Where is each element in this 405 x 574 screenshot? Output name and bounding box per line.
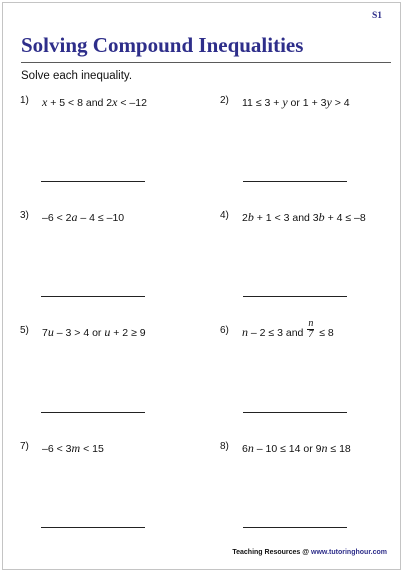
answer-line-3[interactable] [41,296,145,297]
problem-number: 1) [20,95,29,106]
problem-expression: n – 2 ≤ 3 and $\frac{n}{7}$ ≤ 8 [242,317,334,340]
problem-number: 3) [20,210,29,221]
worksheet-title: Solving Compound Inequalities [21,33,304,57]
problem-expression: 11 ≤ 3 + y or 1 + 3y > 4 [242,95,350,109]
answer-line-7[interactable] [41,527,145,528]
title-divider [21,62,391,63]
footer-credit [232,549,387,556]
answer-line-8[interactable] [243,527,347,528]
instructions: Solve each inequality. [21,70,133,82]
answer-line-5[interactable] [41,412,145,413]
problem-number: 2) [220,95,229,106]
worksheet-page [2,2,401,570]
answer-line-2[interactable] [243,181,347,182]
problem-number: 5) [20,325,29,336]
problem-expression: –6 < 2a – 4 ≤ –10 [42,210,125,224]
problem-expression: x + 5 < 8 and 2x < –12 [42,95,147,109]
problem-expression: –6 < 3m < 15 [42,441,104,455]
answer-line-1[interactable] [41,181,145,182]
problem-number: 8) [220,441,229,452]
answer-line-6[interactable] [243,412,347,413]
problem-expression: 6n – 10 ≤ 14 or 9n ≤ 18 [242,441,351,455]
footer-site-link[interactable]: www.tutoringhour.com [311,549,387,556]
answer-line-4[interactable] [243,296,347,297]
problem-number: 7) [20,441,29,452]
footer-prefix: Teaching Resources @ [232,549,312,556]
sheet-id: S1 [371,11,382,21]
problem-expression: 2b + 1 < 3 and 3b + 4 ≤ –8 [242,210,366,224]
problem-number: 4) [220,210,229,221]
problem-expression: 7u – 3 > 4 or u + 2 ≥ 9 [42,325,146,339]
problem-number: 6) [220,325,229,336]
